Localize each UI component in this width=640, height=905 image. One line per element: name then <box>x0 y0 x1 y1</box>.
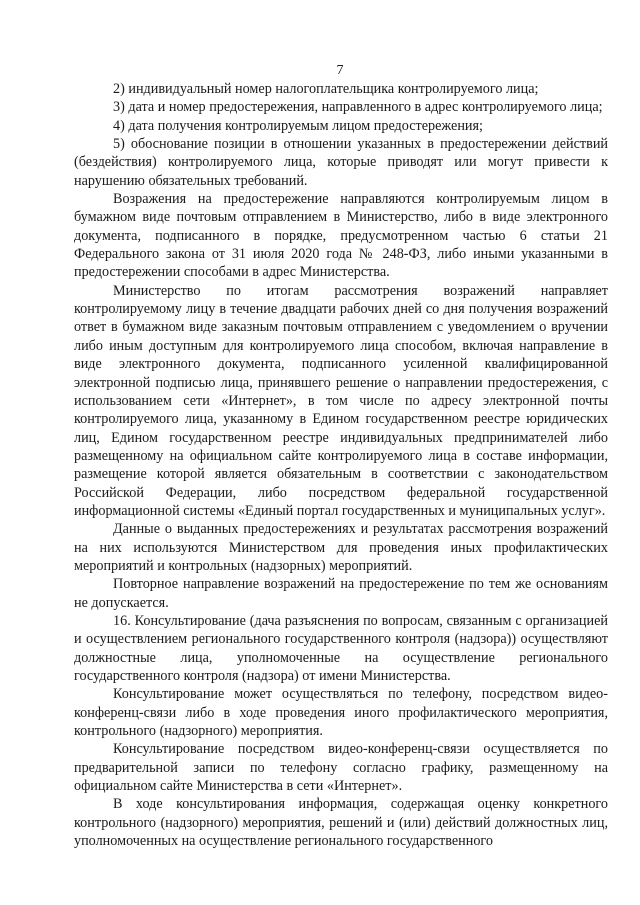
list-item-receipt-date: 4) дата получения контролируемым лицом предостережения; <box>113 117 483 134</box>
paragraph-objections-sending: Возражения на предостережение направляются контролируемым лицом в бумажном виде почтовым отправлением в Министерство, либо в виде электронного документа, подписанного в порядке, предусмотренном частью 6 статьи 21 Федерального закона от 31 июля 2020 года № 248-ФЗ, либо иными указанными в предостережении способами в адрес Министерства. <box>74 191 608 281</box>
paragraph-video-consulting: Консультирование посредством видео-конференц-связи осуществляется по предварительной записи по телефону согласно графику, размещенному на официальном сайте Министерства в сети «Интернет». <box>74 741 608 795</box>
paragraph-ministry-response: Министерство по итогам рассмотрения возражений направляет контролируемому лицу в течение двадцати рабочих дней со дня получения возражений ответ в бумажном виде заказным почтовым отправлением с уведомлением о вручении либо иным доступным для контролируемого лица способом, включая направление в виде электронного документа, подписанного усиленной квалифицированной электронной подписью лица, принявшего решение о направлении предостережения, с использованием сети «Интернет», в том числе по адресу электронной почты контролируемого лица, указанному в Едином государственном реестре юридических лиц, Едином государственном реестре индивидуальных предпринимателей либо размещенному на официальном сайте контролируемого лица в составе информации, размещение которой является обязательным в соответствии с законодательством Российской Федерации, либо посредством федеральной государственной информационной системы «Единый портал государственных и муниципальных услуг». <box>74 282 608 519</box>
paragraph-consulting-methods: Консультирование может осуществляться по телефону, посредством видео-конференц-связи либо в ходе проведения иного профилактического мероприятия, контрольного (надзорного) мероприятия. <box>74 686 608 740</box>
list-item-inn: 2) индивидуальный номер налогоплательщика контролируемого лица; <box>113 81 539 97</box>
list-item-warning-date-number: 3) дата и номер предостережения, направленного в адрес контролируемого лица; <box>113 99 603 116</box>
paragraph-consulting-info: В ходе консультирования информация, содержащая оценку конкретного контрольного (надзорного) мероприятия, решений и (или) действий должностных лиц, уполномоченных на осуществление регионального государственного <box>74 796 608 850</box>
document-body <box>74 80 608 850</box>
list-item-justification: 5) обоснование позиции в отношении указанных в предостережении действий (бездействия) контролируемого лица, которые приводят или могут привести к нарушению обязательных требований. <box>74 136 608 189</box>
paragraph-data-usage: Данные о выданных предостережениях и результатах рассмотрения возражений на них используются Министерством для проведения иных профилактических мероприятий и контрольных (надзорных) мероприятий. <box>74 521 608 574</box>
page-number: 7 <box>336 63 344 78</box>
paragraph-repeat-objection: Повторное направление возражений на предостережение по тем же основаниям не допускается. <box>74 576 608 611</box>
paragraph-consulting-16: 16. Консультирование (дача разъяснения по вопросам, связанным с организацией и осуществлением регионального государственного контроля (надзора)) осуществляют должностные лица, уполномоченные на осуществление регионального государственного контроля (надзора) от имени Министерства. <box>74 612 608 684</box>
